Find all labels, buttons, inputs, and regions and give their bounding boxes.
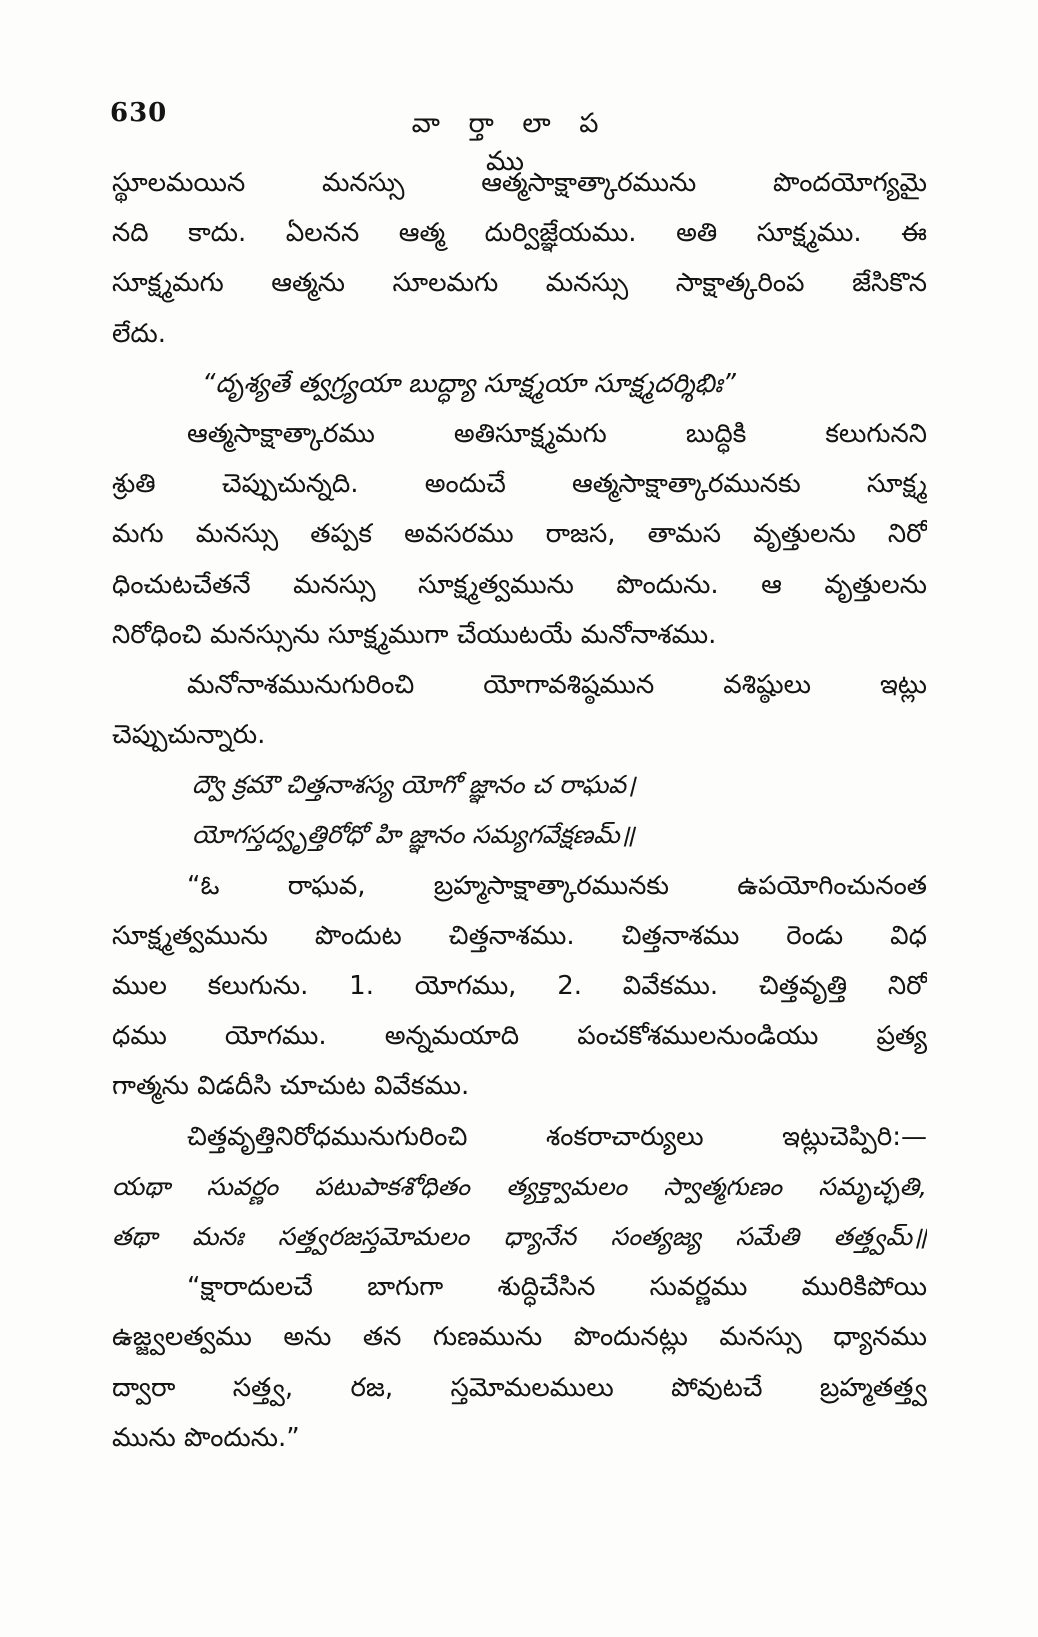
text-line: “క్షారాదులచే బాగుగా శుద్ధిచేసిన సువర్ణము మురికిపోయి — [187, 1272, 927, 1303]
text-line: “ఓ రాఘవ, బ్రహ్మసాక్షాత్కారమునకు ఉపయోగించునంత — [187, 870, 927, 901]
text-line: నిరోధించి మనస్సును సూక్ష్మముగా చేయుటయే మనోనాశము. — [112, 619, 717, 650]
text-line: ధించుటచేతనే మనస్సు సూక్ష్మత్వమును పొందును. ఆ వృత్తులను — [112, 569, 927, 600]
text-line: మును పొందును.” — [112, 1422, 300, 1453]
text-line: ఉజ్జ్వలత్వము అను తన గుణమును పొందునట్లు మనస్సు ధ్యానము — [112, 1322, 927, 1353]
page-number: 630 — [110, 98, 168, 128]
verse-line: యథా సువర్ణం పటుపాకశోధితం త్యక్త్వామలం స్వాత్మగుణం సమృచ్ఛతి, — [112, 1171, 927, 1201]
verse-line: తథా మనః సత్త్వరజస్తమోమలం ధ్యానేన సంత్యజ్య సమేతి తత్త్వమ్॥ — [112, 1221, 927, 1251]
running-title: వా ర్తా లా ప ము — [411, 108, 609, 177]
text-line: శ్రుతి చెప్పుచున్నది. అందుచే ఆత్మసాక్షాత్కారమునకు సూక్ష్మ — [112, 469, 927, 500]
text-line: చెప్పుచున్నారు. — [112, 720, 266, 751]
text-line: ముల కలుగును. 1. యోగము, 2. వివేకము. చిత్తవృత్తి నిరో — [112, 971, 927, 1001]
page-body — [112, 158, 927, 1463]
text-line: చిత్తవృత్తినిరోధమునుగురించి శంకరాచార్యులు ఇట్లుచెప్పిరి:— — [187, 1121, 927, 1152]
text-line: ద్వారా సత్త్వ, రజ, స్తమోమలములు పోవుటచే బ్రహ్మతత్త్వ — [112, 1372, 927, 1403]
text-line: సూక్ష్మత్వమును పొందుట చిత్తనాశము. చిత్తనాశము రెండు విధ — [112, 920, 927, 951]
text-line: లేదు. — [112, 318, 167, 349]
text-line: మగు మనస్సు తప్పక అవసరము రాజస, తామస వృత్తులను నిరో — [112, 519, 927, 550]
text-line: గాత్మను విడదీసి చూచుట వివేకము. — [112, 1071, 470, 1102]
text-line: స్థూలమయిన మనస్సు ఆత్మసాక్షాత్కారమును పొందయోగ్యమై — [112, 168, 927, 198]
text-line: సూక్ష్మమగు ఆత్మను సూలమగు మనస్సు సాక్షాత్కరింప జేసికొన — [112, 268, 927, 299]
text-line: నది కాదు. ఏలనన ఆత్మ దుర్విజ్ఞేయము. అతి సూక్ష్మము. ఈ — [112, 218, 927, 249]
text-line: ధము యోగము. అన్నమయాది పంచకోశములనుండియు ప్రత్య — [112, 1021, 927, 1052]
text-line: మనోనాశమునుగురించి యోగావశిష్ఠమున వశిష్ఠులు ఇట్లు — [187, 669, 927, 700]
sanskrit-quote: “దృశ్యతే త్వగ్ర్యయా బుద్ధ్యా సూక్ష్మయా సూక్ష్మదర్శిభిః” — [202, 368, 736, 399]
verse-line: ద్వౌ క్రమౌ చిత్తనాశస్య యోగో జ్ఞానం చ రాఘవ। — [192, 770, 636, 800]
text-line: ఆత్మసాక్షాత్కారము అతిసూక్ష్మమగు బుద్ధికి కలుగునని — [187, 418, 927, 449]
verse-line: యోగస్తద్వృత్తిరోధో హి జ్ఞానం సమ్యగవేక్షణమ్॥ — [192, 820, 635, 850]
